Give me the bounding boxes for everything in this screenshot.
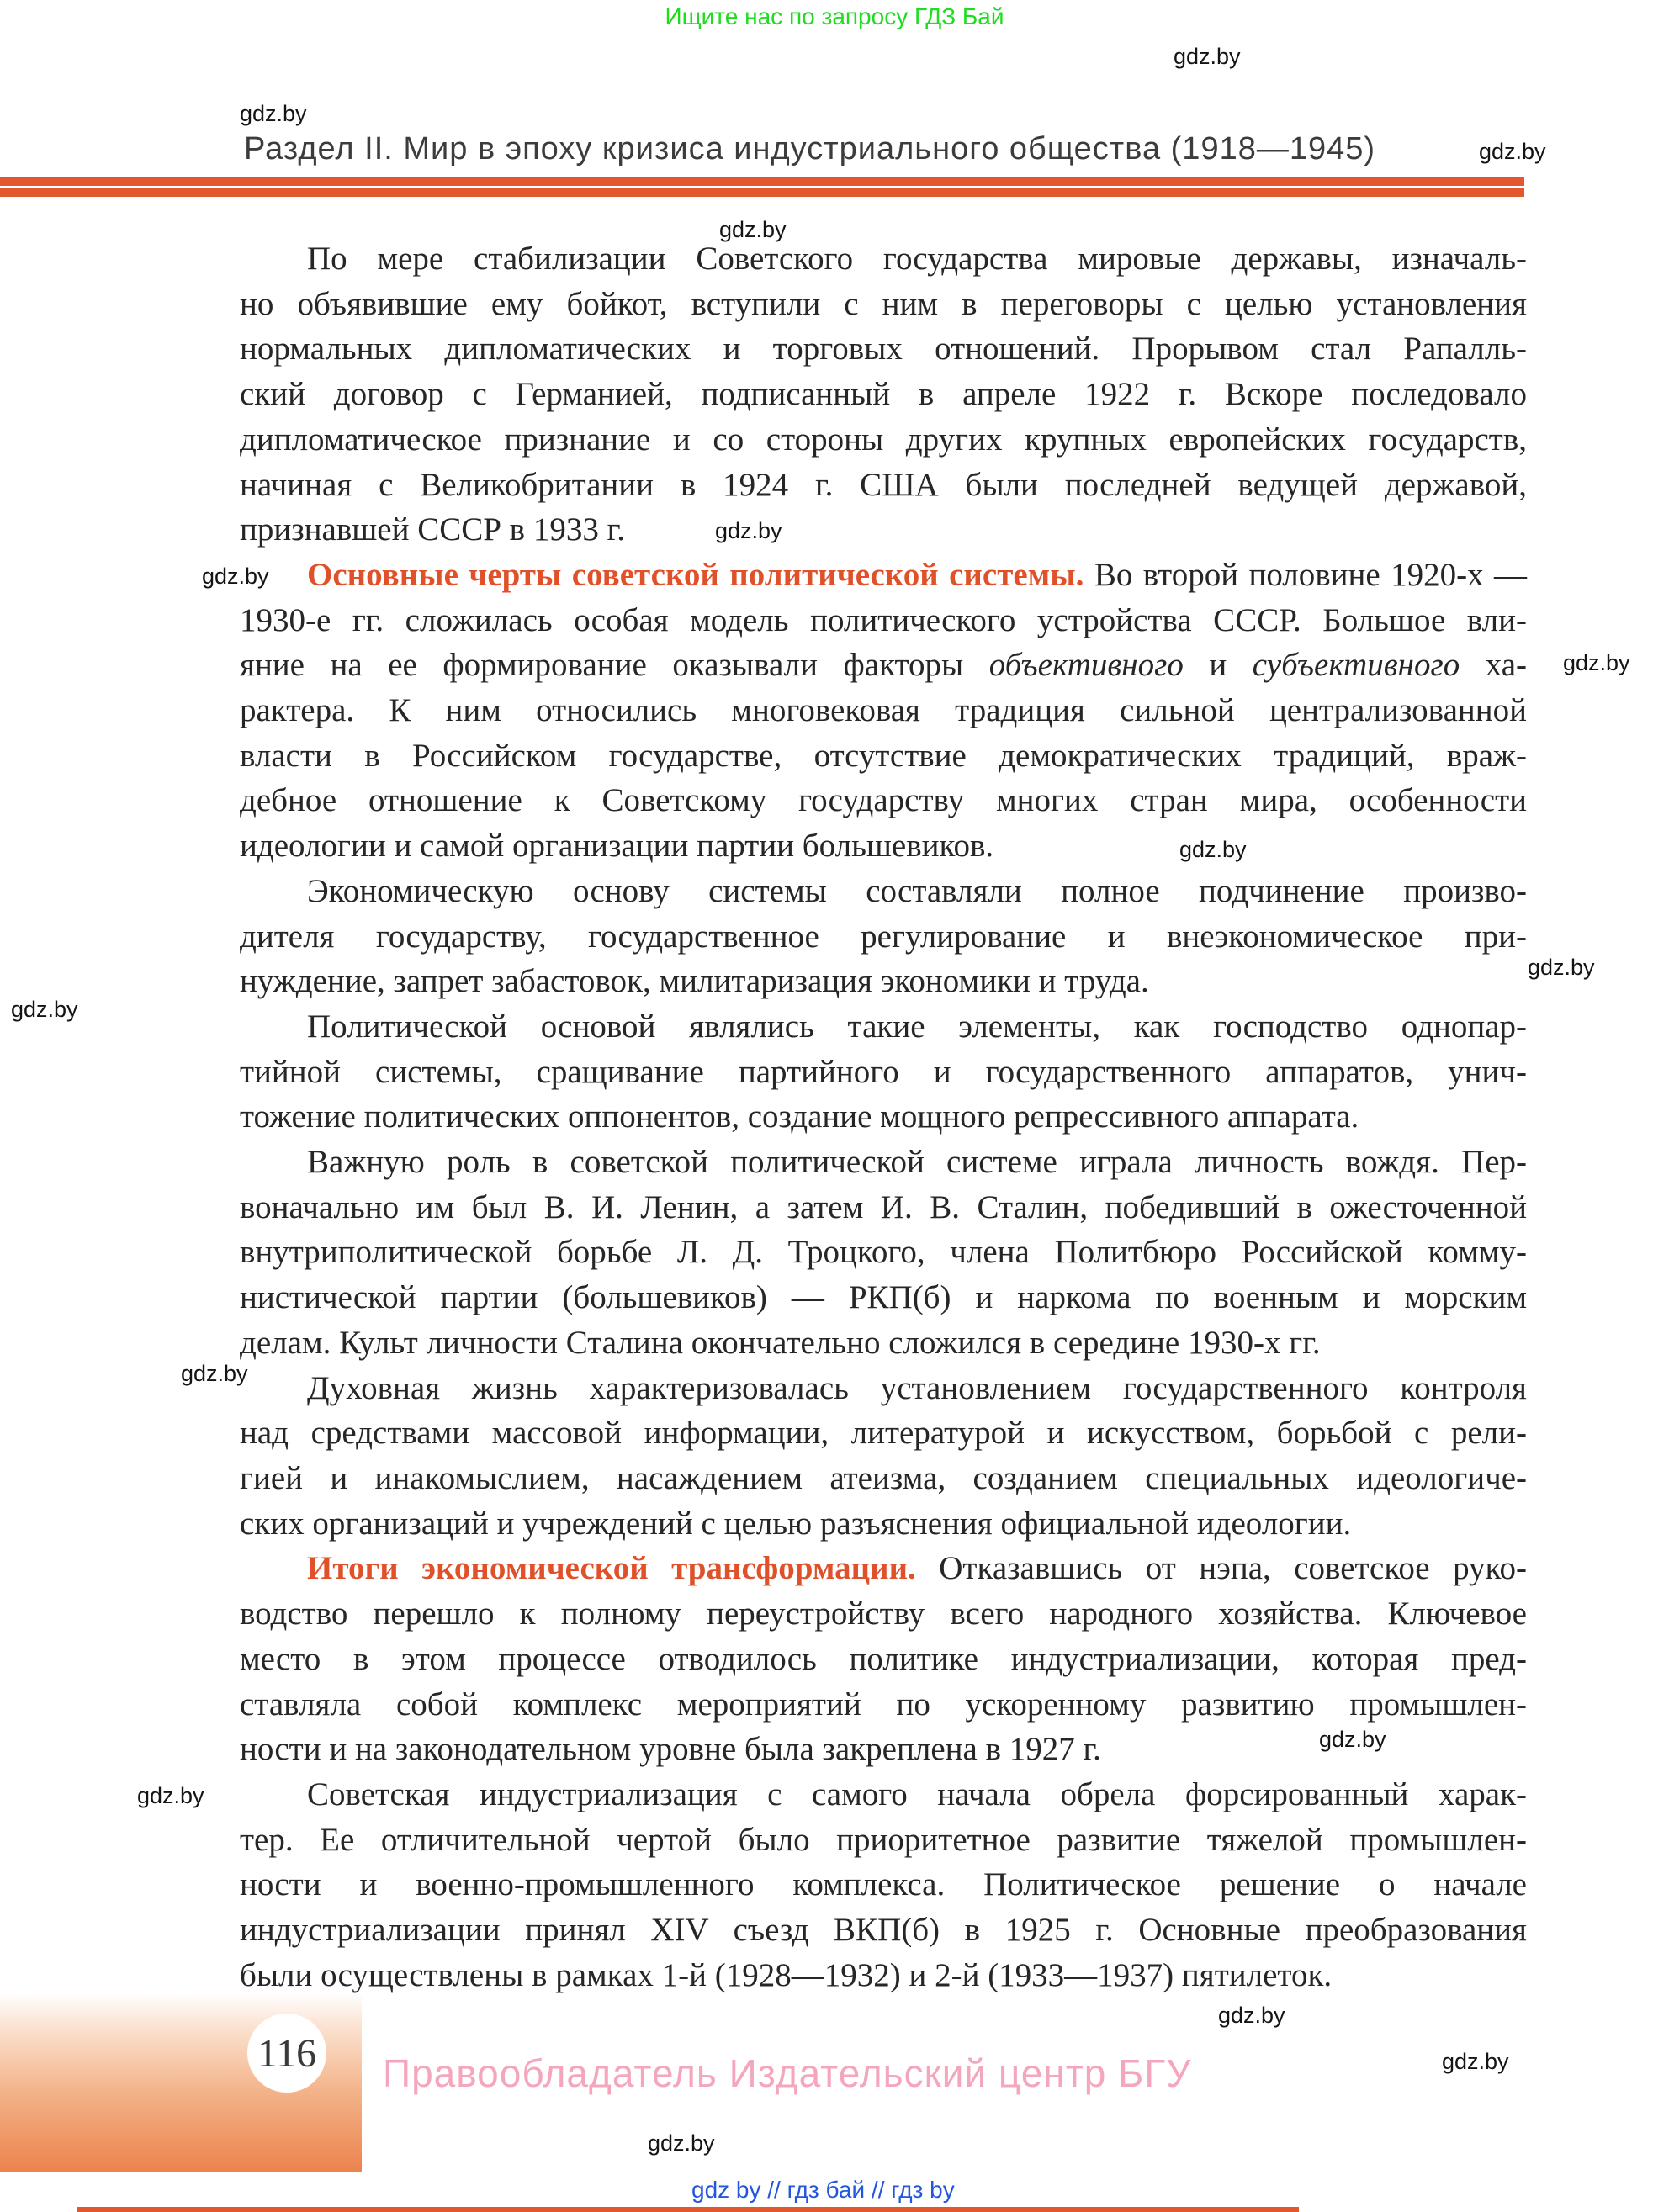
text-line bbox=[240, 869, 1527, 914]
text-line bbox=[240, 1410, 1527, 1456]
section-header: Раздел II. Мир в эпоху кризиса индустриального общества (1918—1945) bbox=[244, 131, 1376, 167]
text-segment: индустриализации принял XIV съезд ВКП(б) в 1925 г. Основные преобразования bbox=[240, 1912, 1527, 1949]
text-line bbox=[240, 507, 1527, 553]
text-segment: воначально им был В. И. Ленин, а затем И. В. Сталин, победивший в ожесточенной bbox=[240, 1188, 1527, 1225]
text-line bbox=[240, 643, 1527, 688]
text-segment: Важную роль в советской политической системе играла личность вождя. Пер- bbox=[307, 1144, 1527, 1181]
text-line bbox=[240, 553, 1527, 598]
text-segment: объективного bbox=[988, 647, 1184, 684]
text-line bbox=[240, 282, 1527, 327]
text-segment: ности и на законодательном уровне была закреплена в 1927 г. bbox=[240, 1731, 1101, 1768]
text-line bbox=[240, 1908, 1527, 1953]
text-line bbox=[240, 914, 1527, 960]
text-segment: Экономическую основу системы составляли полное подчинение произво- bbox=[307, 872, 1527, 909]
text-line bbox=[240, 1862, 1527, 1908]
header-divider-bottom bbox=[0, 188, 1524, 197]
text-line bbox=[240, 1456, 1527, 1501]
text-segment: ский договор с Германией, подписанный в апреле 1922 г. Вскоре последовало bbox=[240, 376, 1527, 413]
text-segment: рактера. К ним относились многовековая традиция сильной централизованной bbox=[240, 692, 1527, 729]
page-number-badge bbox=[247, 2014, 326, 2093]
text-line bbox=[240, 1366, 1527, 1411]
text-line bbox=[240, 326, 1527, 372]
text-segment: дипломатическое признание и со стороны других крупных европейских государств, bbox=[240, 421, 1527, 458]
text-line bbox=[240, 236, 1527, 282]
text-line bbox=[240, 1772, 1527, 1818]
gdz-watermark: gdz.by bbox=[137, 1783, 204, 1808]
gdz-watermark: gdz.by bbox=[1319, 1727, 1386, 1752]
text-segment: и bbox=[1183, 647, 1253, 684]
text-segment: Духовная жизнь характеризовалась установлением государственного контроля bbox=[307, 1369, 1527, 1406]
text-segment: тожение политических оппонентов, создание мощного репрессивного аппарата. bbox=[240, 1098, 1359, 1135]
text-segment: но объявившие ему бойкот, вступили с ним в переговоры с целью установления bbox=[240, 285, 1527, 322]
text-line bbox=[240, 1501, 1527, 1547]
text-segment: нуждение, запрет забастовок, милитаризация экономики и труда. bbox=[240, 963, 1149, 1000]
text-line bbox=[240, 1230, 1527, 1275]
gdz-watermark: gdz.by bbox=[1563, 650, 1630, 675]
text-segment: По мере стабилизации Советского государства мировые державы, изначаль- bbox=[307, 241, 1527, 277]
text-segment: 1930-е гг. сложилась особая модель политического устройства СССР. Большое вли- bbox=[240, 601, 1527, 638]
text-line bbox=[240, 1546, 1527, 1591]
gdz-watermark: gdz.by bbox=[202, 564, 269, 589]
text-line bbox=[240, 1953, 1527, 1998]
text-line bbox=[240, 1275, 1527, 1320]
text-segment: нормальных дипломатических и торговых отношений. Прорывом стал Рапалль- bbox=[240, 331, 1527, 368]
text-segment: Во второй половине 1920-х — bbox=[1084, 556, 1527, 593]
text-line bbox=[240, 463, 1527, 508]
text-segment: внутриполитической борьбе Л. Д. Троцкого, члена Политбюро Российской комму- bbox=[240, 1234, 1527, 1271]
text-segment: над средствами массовой информации, литературой и искусством, борьбой с рели- bbox=[240, 1415, 1527, 1452]
gdz-watermark: gdz.by bbox=[715, 518, 782, 543]
inline-heading: Основные черты советской политической системы. bbox=[307, 556, 1084, 593]
text-line bbox=[240, 372, 1527, 417]
gdz-watermark: gdz.by bbox=[1442, 2049, 1509, 2074]
gdz-watermark: gdz.by bbox=[1174, 44, 1241, 69]
text-segment: были осуществлены в рамках 1-й (1928—1932) и 2-й (1933—1937) пятилеток. bbox=[240, 1956, 1333, 1993]
gdz-watermark: gdz.by bbox=[1218, 2003, 1285, 2028]
text-line bbox=[240, 1637, 1527, 1682]
header-divider-top bbox=[0, 177, 1524, 186]
text-segment: субъективного bbox=[1252, 647, 1460, 684]
publisher-credit: Правообладатель Издательский центр БГУ bbox=[383, 2051, 1192, 2095]
text-segment: дебное отношение к Советскому государству многих стран мира, особенности bbox=[240, 782, 1527, 819]
text-segment: Политической основой являлись такие элементы, как господство однопар- bbox=[307, 1008, 1527, 1045]
text-line bbox=[240, 733, 1527, 779]
text-line bbox=[240, 1818, 1527, 1863]
gdz-watermark: gdz.by bbox=[1179, 837, 1247, 862]
text-line bbox=[240, 823, 1527, 869]
text-segment: ставляла собой комплекс мероприятий по ускоренному развитию промышлен- bbox=[240, 1685, 1527, 1723]
text-line bbox=[240, 688, 1527, 733]
text-segment: нистической партии (большевиков) — РКП(б) и наркома по военным и морским bbox=[240, 1279, 1527, 1316]
text-segment: тийной системы, сращивание партийного и государственного аппаратов, унич- bbox=[240, 1053, 1527, 1090]
gdz-watermark: gdz.by bbox=[11, 997, 78, 1022]
promo-banner-text: Ищите нас по запросу ГДЗ Бай bbox=[665, 3, 1004, 29]
text-segment: ности и военно-промышленного комплекса. Политическое решение о начале bbox=[240, 1866, 1527, 1903]
text-segment: Отказавшись от нэпа, советское руко- bbox=[915, 1550, 1528, 1587]
gdz-watermark: gdz.by bbox=[719, 217, 787, 242]
text-line bbox=[240, 778, 1527, 823]
inline-heading: Итоги экономической трансформации. bbox=[307, 1550, 916, 1587]
text-line bbox=[240, 1320, 1527, 1366]
text-line bbox=[240, 1591, 1527, 1637]
page-number: 116 bbox=[257, 2030, 317, 2076]
gdz-watermark: gdz.by bbox=[1479, 139, 1546, 164]
text-segment: признавшей СССР в 1933 г. bbox=[240, 511, 625, 548]
text-segment: гией и инакомыслием, насаждением атеизма, созданием специальных идеологиче- bbox=[240, 1459, 1527, 1496]
gdz-watermark: gdz.by bbox=[181, 1361, 248, 1386]
text-segment: дителя государству, государственное регулирование и внеэкономическое при- bbox=[240, 918, 1527, 955]
text-line bbox=[240, 1682, 1527, 1728]
footer-links[interactable]: gdz by // гдз бай // гдз by bbox=[691, 2177, 955, 2203]
text-segment: ских организаций и учреждений с целью разъяснения официальной идеологии. bbox=[240, 1505, 1352, 1542]
gdz-watermark: gdz.by bbox=[1528, 955, 1595, 980]
gdz-watermark: gdz.by bbox=[240, 101, 307, 126]
text-segment: место в этом процессе отводилось политике индустриализации, которая пред- bbox=[240, 1640, 1527, 1677]
text-line bbox=[240, 1094, 1527, 1140]
text-line bbox=[240, 1050, 1527, 1095]
text-line bbox=[240, 959, 1527, 1004]
text-line bbox=[240, 1185, 1527, 1230]
text-line bbox=[240, 417, 1527, 463]
text-segment: власти в Российском государстве, отсутствие демократических традиций, враж- bbox=[240, 737, 1527, 774]
text-segment: идеологии и самой организации партии большевиков. bbox=[240, 828, 994, 865]
text-segment: ха- bbox=[1460, 647, 1527, 684]
text-segment: делам. Культ личности Сталина окончательно сложился в середине 1930-х гг. bbox=[240, 1324, 1321, 1361]
text-segment: Советская индустриализация с самого начала обрела форсированный харак- bbox=[307, 1775, 1527, 1812]
text-line bbox=[240, 1004, 1527, 1050]
gdz-watermark: gdz.by bbox=[648, 2130, 715, 2156]
bottom-divider bbox=[77, 2207, 1299, 2212]
text-line bbox=[240, 598, 1527, 643]
text-segment: яние на ее формирование оказывали факторы bbox=[240, 647, 989, 684]
text-segment: тер. Ее отличительной чертой было приоритетное развитие тяжелой промышлен- bbox=[240, 1821, 1527, 1858]
text-segment: начиная с Великобритании в 1924 г. США были последней ведущей державой, bbox=[240, 466, 1527, 503]
text-segment: водство перешло к полному переустройству всего народного хозяйства. Ключевое bbox=[240, 1595, 1527, 1633]
text-line bbox=[240, 1140, 1527, 1185]
